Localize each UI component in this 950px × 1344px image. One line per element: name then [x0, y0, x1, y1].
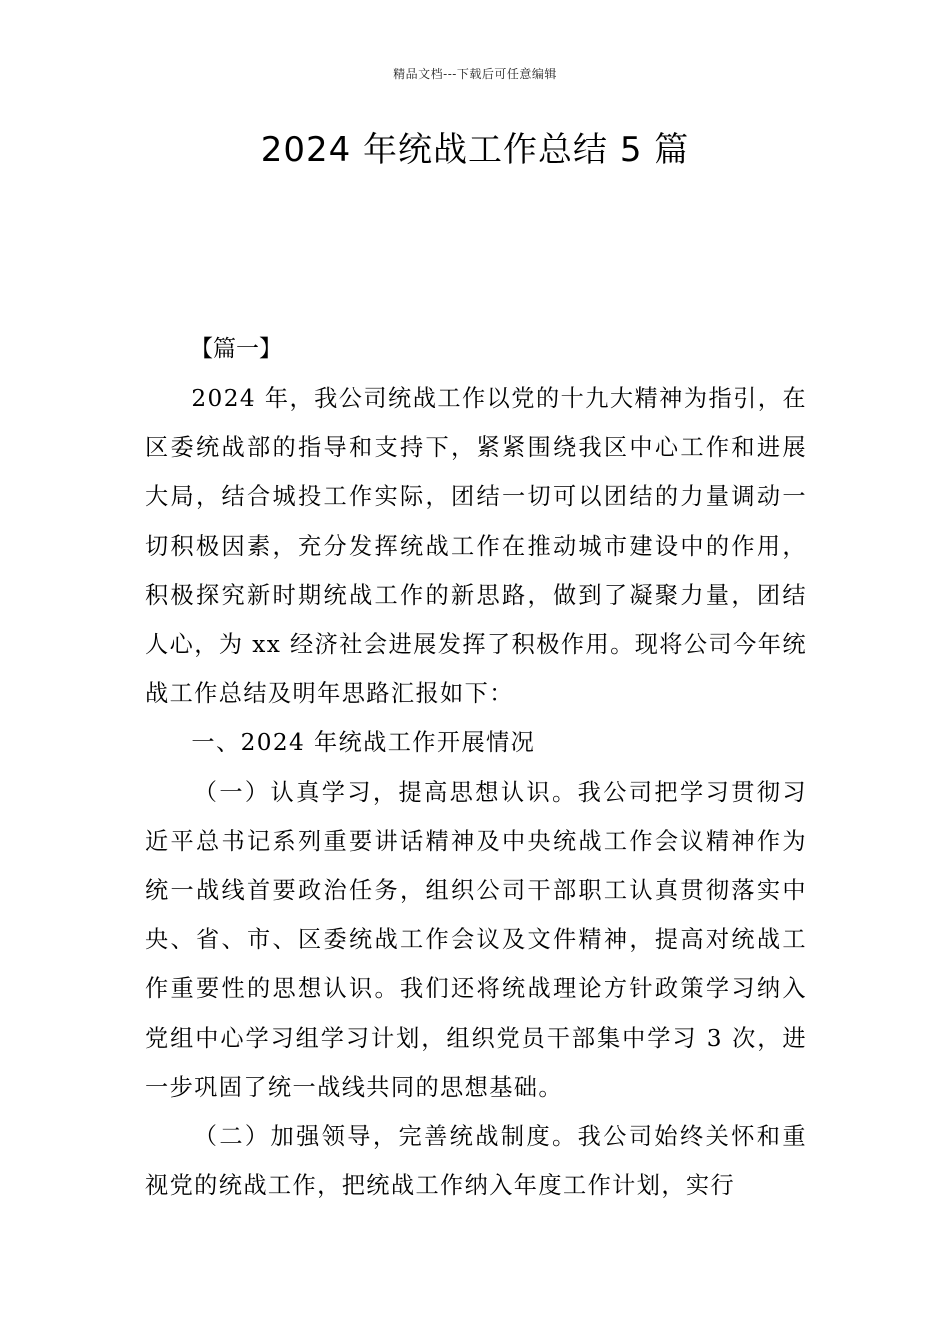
header-note: 精品文档---下载后可任意编辑	[393, 67, 557, 81]
body-text	[145, 374, 807, 1210]
paragraph-item-1: （一）认真学习，提高思想认识。我公司把学习贯彻习近平总书记系列重要讲话精神及中央统战工作会议精神作为统一战线首要政治任务，组织公司干部职工认真贯彻落实中央、省、市、区委统战工作会议及文件精神，提高对统战工作重要性的思想认识。我们还将统战理论方针政策学习纳入党组中心学习组学习计划，组织党员干部集中学习 3 次，进一步巩固了统一战线共同的思想基础。	[145, 778, 807, 1101]
paragraph-subheading: 一、2024 年统战工作开展情况	[191, 729, 536, 757]
paragraph-item-2: （二）加强领导，完善统战制度。我公司始终关怀和重视党的统战工作，把统战工作纳入年度工作计划，实行	[145, 1123, 807, 1200]
section-heading: 【篇一】	[190, 336, 282, 362]
document-title: 2024 年统战工作总结 5 篇	[260, 130, 690, 170]
paragraph-intro: 2024 年，我公司统战工作以党的十九大精神为指引，在区委统战部的指导和支持下，紧紧围绕我区中心工作和进展大局，结合城投工作实际，团结一切可以团结的力量调动一切积极因素，充分发挥统战工作在推动城市建设中的作用，积极探究新时期统战工作的新思路，做到了凝聚力量，团结人心，为 xx 经济社会进展发挥了积极作用。现将公司今年统战工作总结及明年思路汇报如下：	[145, 385, 807, 708]
